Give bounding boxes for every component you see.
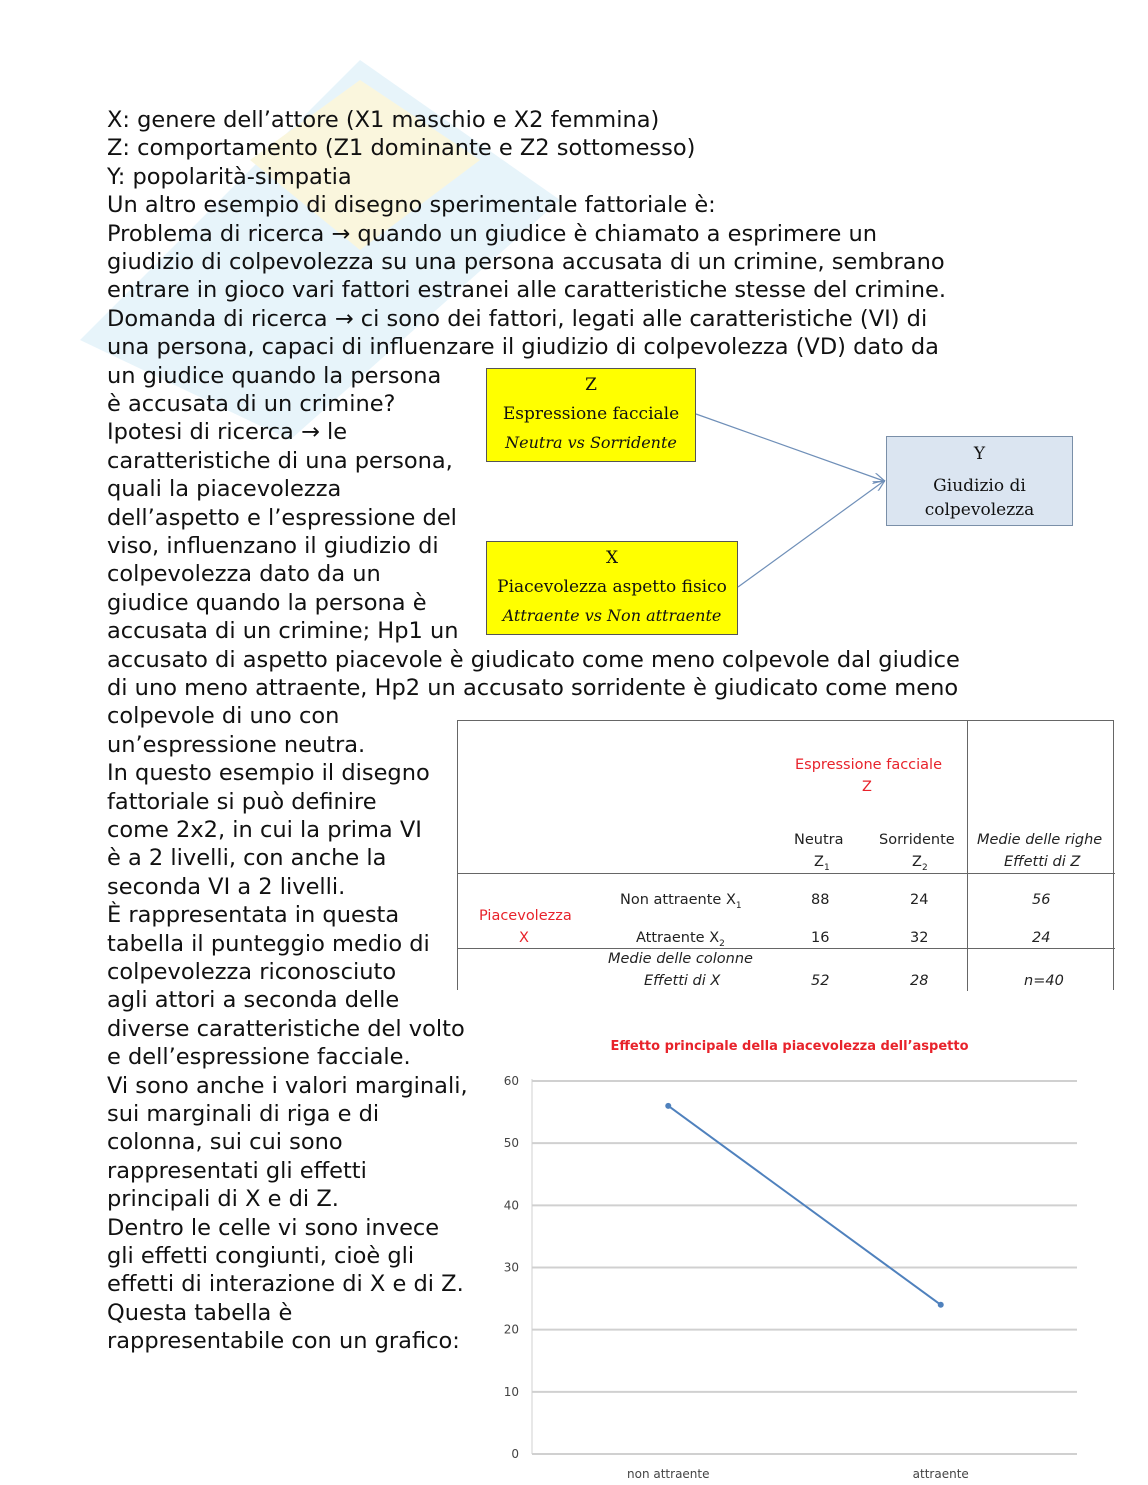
cell-r3-mean: n=40 [1024, 973, 1064, 989]
col2-header: Sorridente [879, 832, 955, 848]
text-line: diverse caratteristiche del volto [107, 1015, 465, 1042]
text-line: principali di X e di Z. [107, 1186, 339, 1213]
x-tick-label: non attraente [627, 1467, 710, 1481]
col1-sub: $Z_1$ [814, 854, 830, 873]
arrow-x-to-y [738, 481, 884, 587]
text-line: accusata di un crimine; Hp1 un [107, 618, 459, 645]
line-chart [495, 1030, 1085, 1485]
text-line: caratteristiche di una persona, [107, 447, 453, 474]
text-line: Dentro le celle vi sono invece [107, 1214, 440, 1241]
text-line: un giudice quando la persona [107, 362, 442, 389]
data-point [665, 1103, 671, 1109]
cell-r1-mean: 56 [1032, 892, 1051, 908]
cell-r3-c2: 28 [910, 973, 929, 989]
x-levels: Attraente vs Non attraente [502, 606, 722, 625]
text-line: sui marginali di riga e di [107, 1101, 380, 1127]
text-line: colpevolezza dato da un [107, 561, 381, 588]
text-line: X: genere dell’attore (X1 maschio e X2 femmina) [107, 107, 660, 133]
col-means-header-1: Medie delle colonne [608, 951, 753, 967]
text-line: Y: popolarità-simpatia [107, 163, 352, 190]
text-line: un’espressione neutra. [107, 731, 366, 758]
text-line: di uno meno attraente, Hp2 un accusato sorridente è giudicato come meno [107, 675, 959, 701]
y-tick-label: 0 [511, 1447, 519, 1461]
col2-sub: $Z_2$ [912, 854, 928, 873]
row-means-header-1: Medie delle righe [977, 832, 1103, 848]
y-tick-label: 40 [503, 1198, 519, 1213]
cell-r1-c1: 88 [811, 892, 830, 908]
text-line: giudizio di colpevolezza su una persona accusata di un crimine, sembrano [107, 249, 945, 275]
text-line: colpevole di uno con [107, 703, 340, 730]
x-title: Piacevolezza aspetto fisico [497, 577, 727, 597]
text-line: tabella il punteggio medio di [107, 930, 430, 957]
text-line: Questa tabella è [107, 1299, 293, 1326]
cell-r2-c1: 16 [811, 930, 830, 946]
x-letter: X [605, 548, 619, 568]
row-means-header-2: Effetti di Z [1004, 854, 1081, 870]
text-line: colpevolezza riconosciuto [107, 959, 397, 985]
text-line: Vi sono anche i valori marginali, [107, 1072, 468, 1099]
text-line: Un altro esempio di disegno sperimentale fattoriale è: [107, 192, 716, 219]
text-line: accusato di aspetto piacevole è giudicato come meno colpevole dal giudice [107, 646, 960, 673]
y-variable-box [886, 436, 1073, 526]
x-tick-label: attraente [912, 1467, 969, 1481]
cell-r1-c2: 24 [910, 892, 929, 908]
text-line: entrare in gioco vari fattori estranei alle caratteristiche stesse del crimine. [107, 277, 946, 304]
x-header: Piacevolezza [479, 908, 572, 924]
text-line: seconda VI a 2 livelli. [107, 873, 346, 900]
text-line: rappresentati gli effetti [107, 1157, 367, 1184]
text-line: rappresentabile con un grafico: [107, 1328, 460, 1355]
text-line: gli effetti congiunti, cioè gli [107, 1243, 415, 1269]
text-line: Problema di ricerca → quando un giudice è chiamato a esprimere un [107, 220, 877, 247]
z-header: Espressione facciale [795, 757, 943, 773]
y-letter: Y [973, 444, 986, 464]
text-line: giudice quando la persona è [107, 589, 427, 616]
y-tick-label: 60 [503, 1074, 519, 1088]
col1-header: Neutra [794, 832, 844, 848]
text-line: colonna, sui cui sono [107, 1129, 343, 1156]
text-line: Domanda di ricerca → ci sono dei fattori, legati alle caratteristiche (VI) di [107, 305, 928, 332]
row1-label: Non attraente $X_1$ [620, 892, 742, 911]
y-tick-label: 10 [503, 1384, 519, 1399]
text-line: è accusata di un crimine? [107, 391, 396, 417]
y-tick-label: 50 [503, 1136, 519, 1151]
y-line1: Giudizio di [933, 476, 1026, 496]
text-line: viso, influenzano il giudizio di [107, 533, 439, 559]
data-point [938, 1302, 944, 1308]
z-letter: Z [585, 375, 597, 395]
cell-r3-c1: 52 [811, 973, 830, 989]
cell-r2-c2: 32 [910, 930, 929, 946]
text-line: quali la piacevolezza [107, 476, 342, 503]
text-line: fattoriale si può definire [107, 788, 377, 815]
z-variable-box [486, 368, 696, 462]
text-line: agli attori a seconda delle [107, 987, 400, 1014]
text-line: come 2x2, in cui la prima VI [107, 817, 422, 843]
y-tick-label: 30 [503, 1260, 519, 1275]
text-line: e dell’espressione facciale. [107, 1044, 411, 1071]
y-line2: colpevolezza [924, 500, 1035, 520]
text-line: Z: comportamento (Z1 dominante e Z2 sottomesso) [107, 135, 696, 162]
text-line: dell’aspetto e l’espressione del [107, 504, 457, 531]
row2-label: Attraente $X_2$ [636, 930, 725, 949]
y-tick-label: 20 [503, 1322, 519, 1337]
z-title: Espressione facciale [502, 404, 680, 424]
chart-title: Effetto principale della piacevolezza dell’aspetto [610, 1039, 969, 1054]
cell-r2-mean: 24 [1032, 930, 1051, 946]
arrow-z-to-y [696, 414, 884, 481]
x-letter-header: X [519, 930, 529, 946]
text-line: In questo esempio il disegno [107, 760, 430, 787]
text-line: effetti di interazione di X e di Z. [107, 1271, 464, 1298]
text-line: Ipotesi di ricerca → le [107, 419, 348, 446]
z-levels: Neutra vs Sorridente [505, 433, 677, 452]
text-line: è a 2 livelli, con anche la [107, 845, 387, 872]
col-means-header-2: Effetti di X [644, 973, 721, 989]
means-table [457, 720, 1114, 990]
z-letter-header: Z [862, 779, 872, 795]
text-line: È rappresentata in questa [107, 902, 400, 929]
x-variable-box [486, 541, 738, 635]
text-line: una persona, capaci di influenzare il giudizio di colpevolezza (VD) dato da [107, 334, 939, 361]
